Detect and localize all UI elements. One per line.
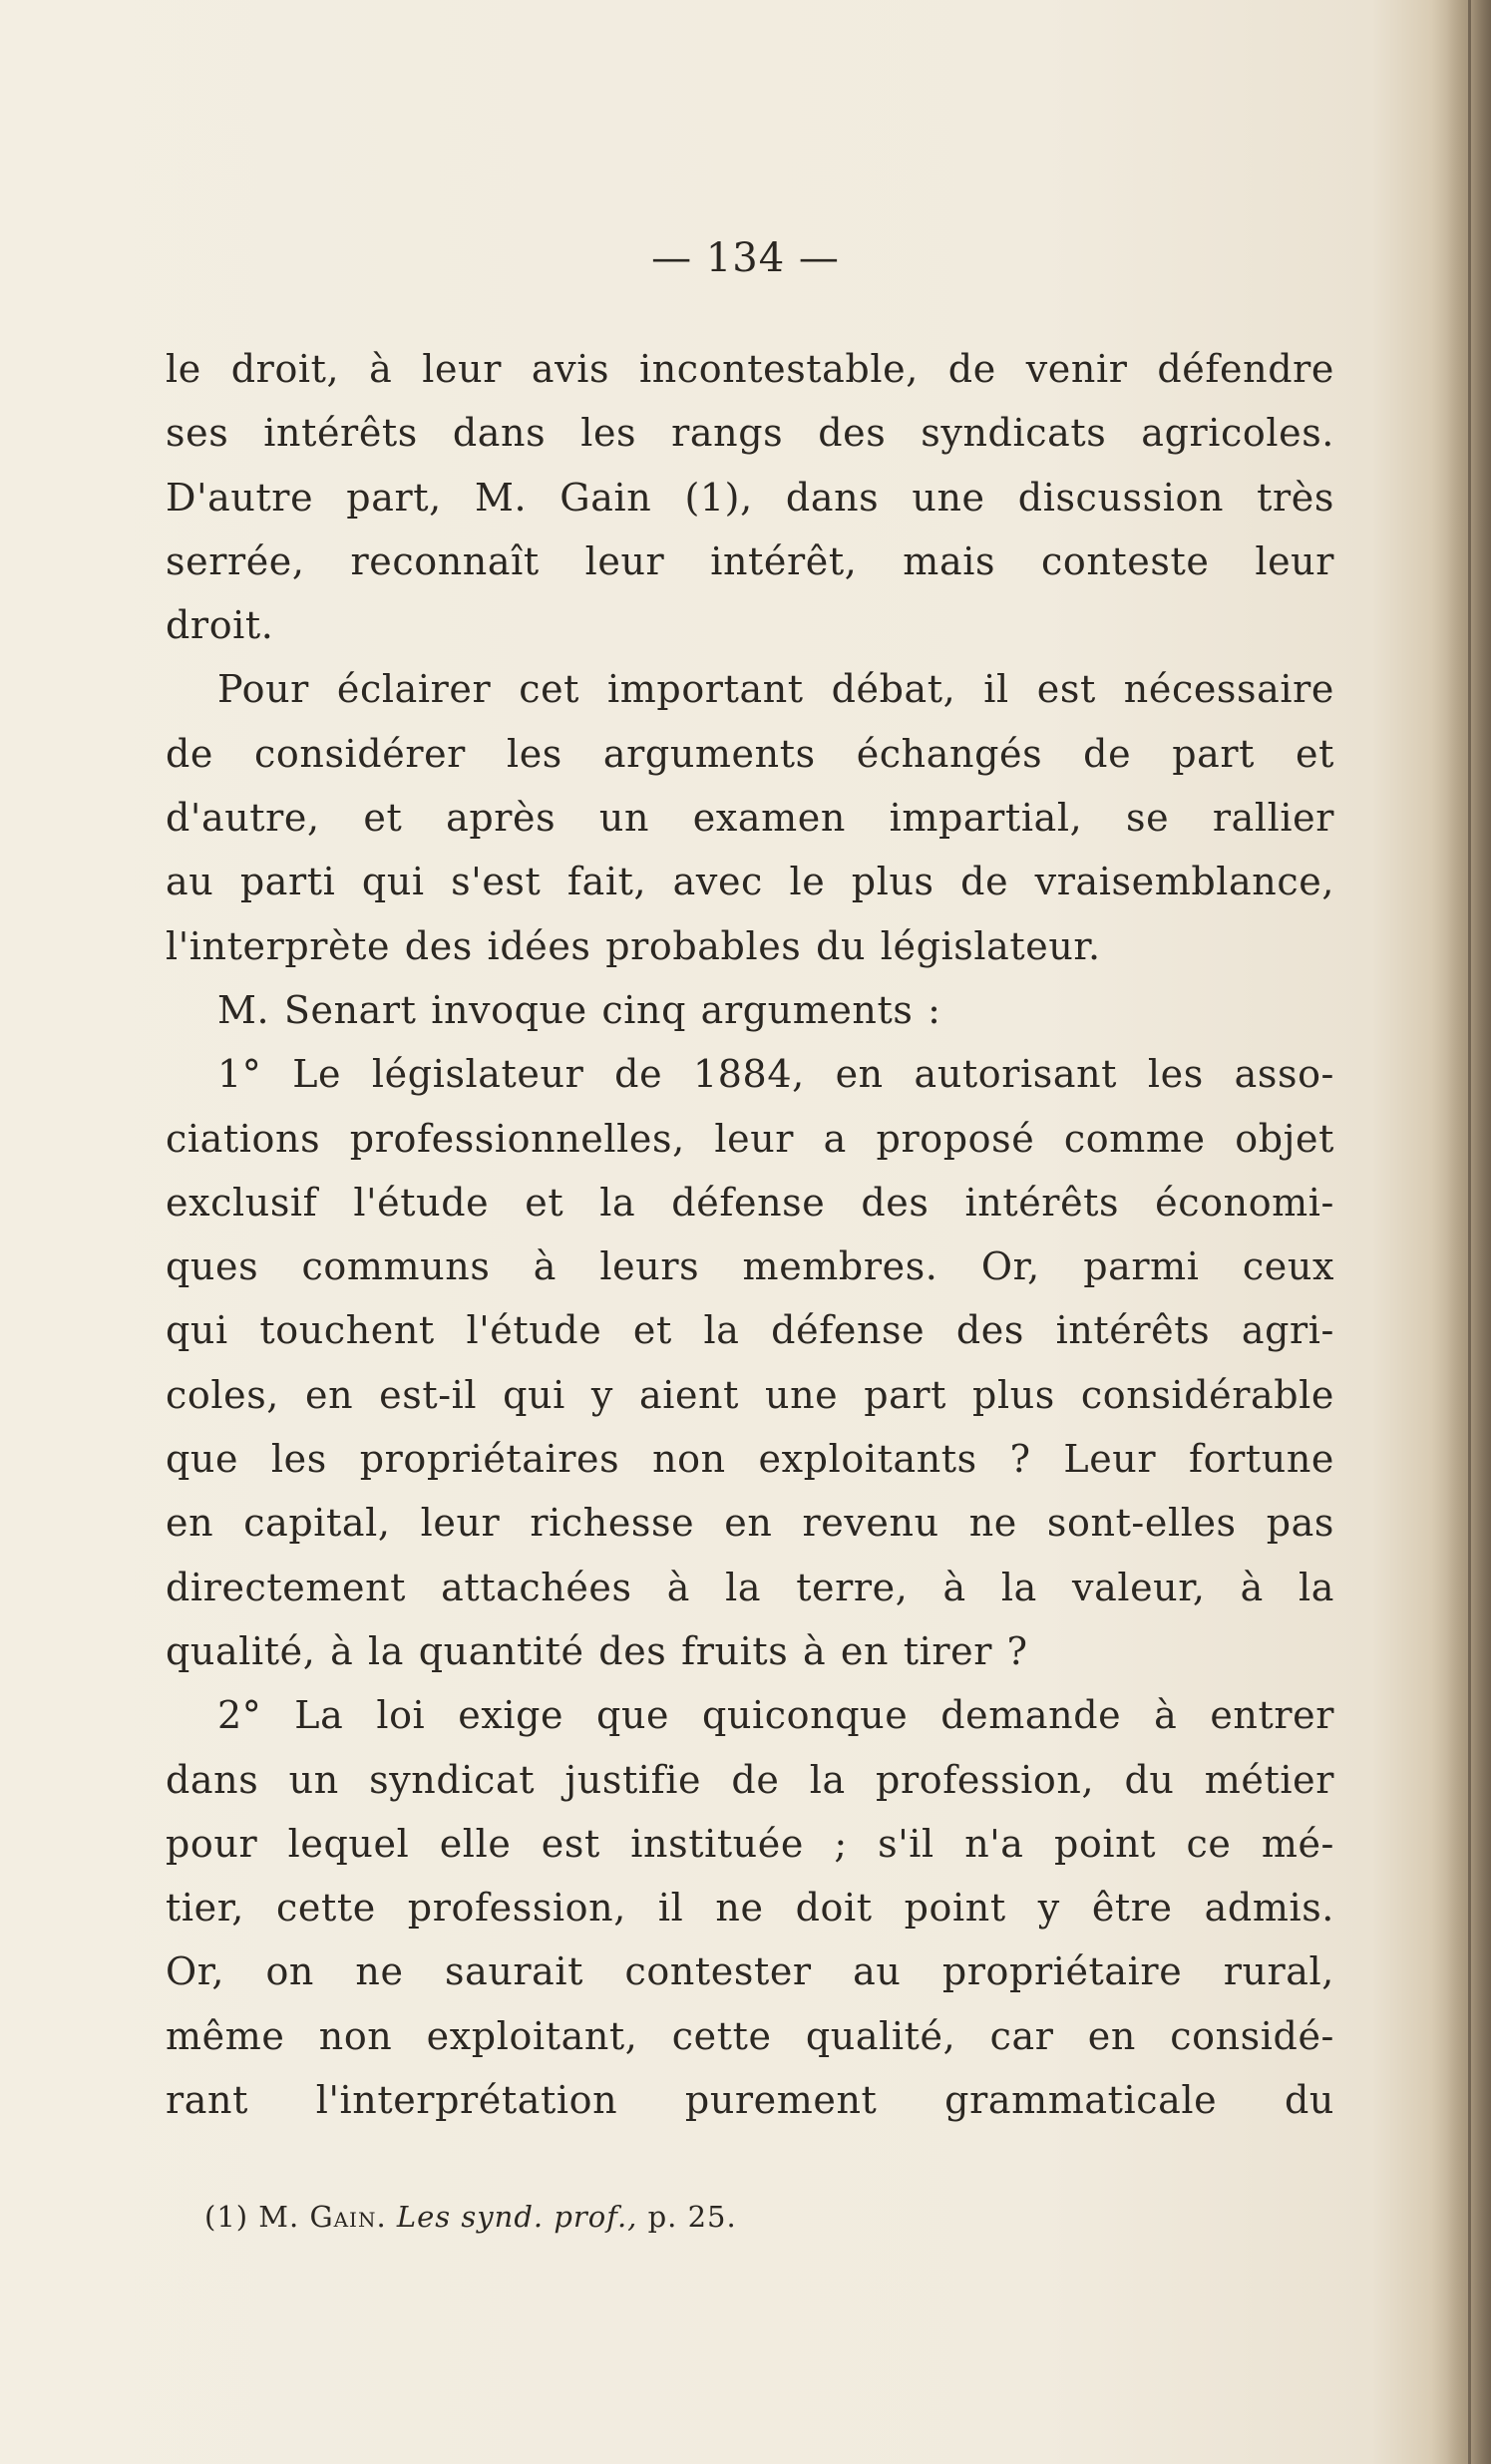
page-binding-edge bbox=[1468, 0, 1471, 2464]
text-line: pour lequel elle est instituée ; s'il n'a point ce mé- bbox=[166, 1821, 1334, 1866]
text-line: serrée, reconnaît leur intérêt, mais conteste leur bbox=[166, 538, 1334, 583]
body-text bbox=[166, 337, 1334, 2132]
text-line: Or, on ne saurait contester au propriétaire rural, bbox=[166, 1949, 1334, 1994]
text-line: qualité, à la quantité des fruits à en tirer ? bbox=[166, 1628, 1028, 1673]
text-line: l'interprète des idées probables du législateur. bbox=[166, 923, 1101, 968]
text-line: ses intérêts dans les rangs des syndicats agricoles. bbox=[166, 411, 1334, 456]
text-line: 2° La loi exige que quiconque demande à entrer bbox=[217, 1693, 1334, 1738]
text-line: ciations professionnelles, leur a proposé comme objet bbox=[166, 1116, 1334, 1161]
text-line: de considérer les arguments échangés de part et bbox=[166, 731, 1334, 776]
footnote-author: Gain. bbox=[309, 2200, 387, 2234]
text-line: ques communs à leurs membres. Or, parmi ceux bbox=[166, 1244, 1334, 1289]
page-number: — 134 — bbox=[651, 235, 840, 281]
text-line: qui touchent l'étude et la défense des intérêts agri- bbox=[166, 1308, 1334, 1353]
text-line: même non exploitant, cette qualité, car en considé- bbox=[166, 2013, 1334, 2058]
footnote-marker: (1) M. bbox=[204, 2200, 300, 2234]
text-line: droit. bbox=[166, 603, 274, 648]
text-line: dans un syndicat justifie de la profession, du métier bbox=[166, 1757, 1334, 1802]
footnote bbox=[204, 2200, 737, 2234]
text-line: que les propriétaires non exploitants ? Leur fortune bbox=[166, 1437, 1334, 1482]
text-line: Pour éclairer cet important débat, il est nécessaire bbox=[217, 667, 1334, 712]
text-line: au parti qui s'est fait, avec le plus de vraisemblance, bbox=[166, 860, 1334, 904]
text-line: coles, en est-il qui y aient une part plus considérable bbox=[166, 1372, 1334, 1417]
text-line: D'autre part, M. Gain (1), dans une discussion très bbox=[166, 475, 1334, 520]
text-line: rant l'interprétation purement grammaticale du bbox=[166, 2078, 1334, 2123]
text-line: exclusif l'étude et la défense des intérêts économi- bbox=[166, 1180, 1334, 1225]
text-line: 1° Le législateur de 1884, en autorisant les asso- bbox=[217, 1052, 1334, 1097]
footnote-page-ref: p. 25. bbox=[647, 2200, 737, 2234]
text-line: M. Senart invoque cinq arguments : bbox=[217, 987, 941, 1032]
text-line: en capital, leur richesse en revenu ne sont-elles pas bbox=[166, 1501, 1334, 1546]
text-line: d'autre, et après un examen impartial, se rallier bbox=[166, 796, 1334, 841]
text-line: tier, cette profession, il ne doit point y être admis. bbox=[166, 1886, 1334, 1931]
text-line: directement attachées à la terre, à la valeur, à la bbox=[166, 1565, 1334, 1609]
text-line: le droit, à leur avis incontestable, de venir défendre bbox=[166, 347, 1334, 391]
footnote-work: Les synd. prof., bbox=[396, 2200, 638, 2234]
